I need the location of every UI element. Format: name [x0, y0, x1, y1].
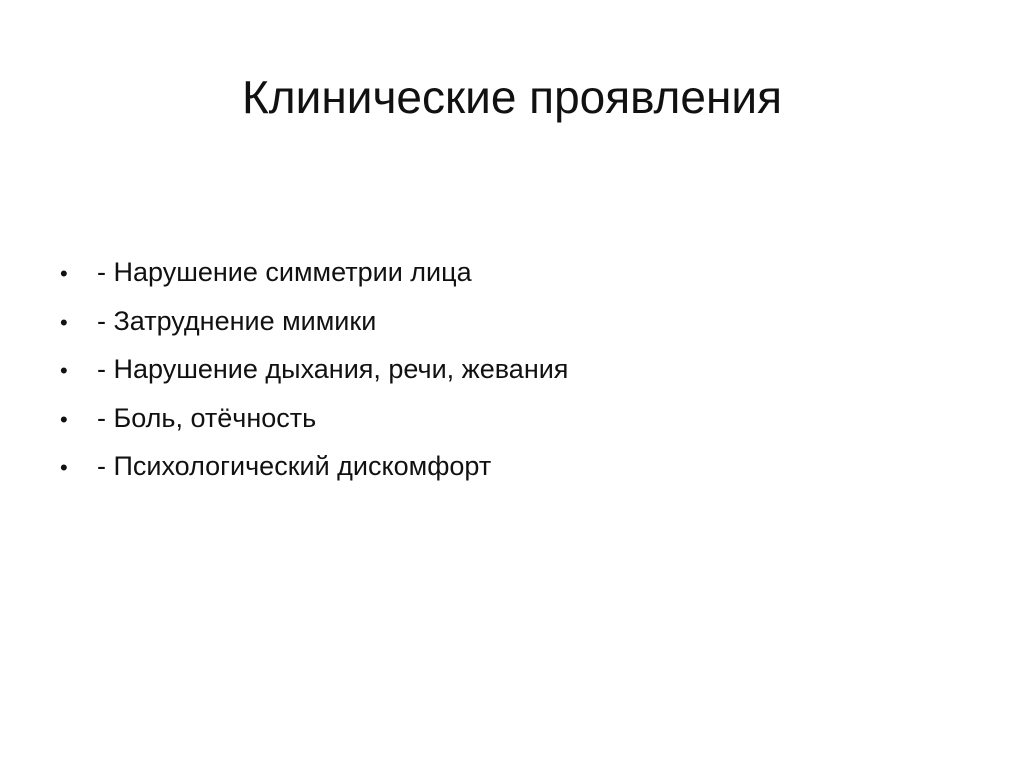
slide-title: Клинические проявления [242, 71, 782, 123]
list-item [60, 394, 568, 443]
bullet-dot-icon: • [60, 309, 68, 335]
list-item [60, 297, 568, 346]
list-item [60, 248, 568, 297]
bullet-dot-icon: • [60, 455, 68, 480]
list-item-text: - Психологический дискомфорт [97, 451, 492, 481]
bullet-dot-icon: • [60, 406, 68, 432]
bullet-dot-icon: • [60, 261, 68, 286]
bullet-list [60, 248, 568, 491]
list-item-text: - Затруднение мимики [97, 305, 377, 336]
list-item [60, 442, 568, 491]
list-item-text: - Боль, отёчность [97, 402, 317, 433]
bullet-dot-icon: • [60, 358, 68, 383]
list-item-text: - Нарушение симметрии лица [97, 257, 472, 287]
list-item-text: - Нарушение дыхания, речи, жевания [97, 354, 569, 384]
list-item [60, 345, 568, 394]
